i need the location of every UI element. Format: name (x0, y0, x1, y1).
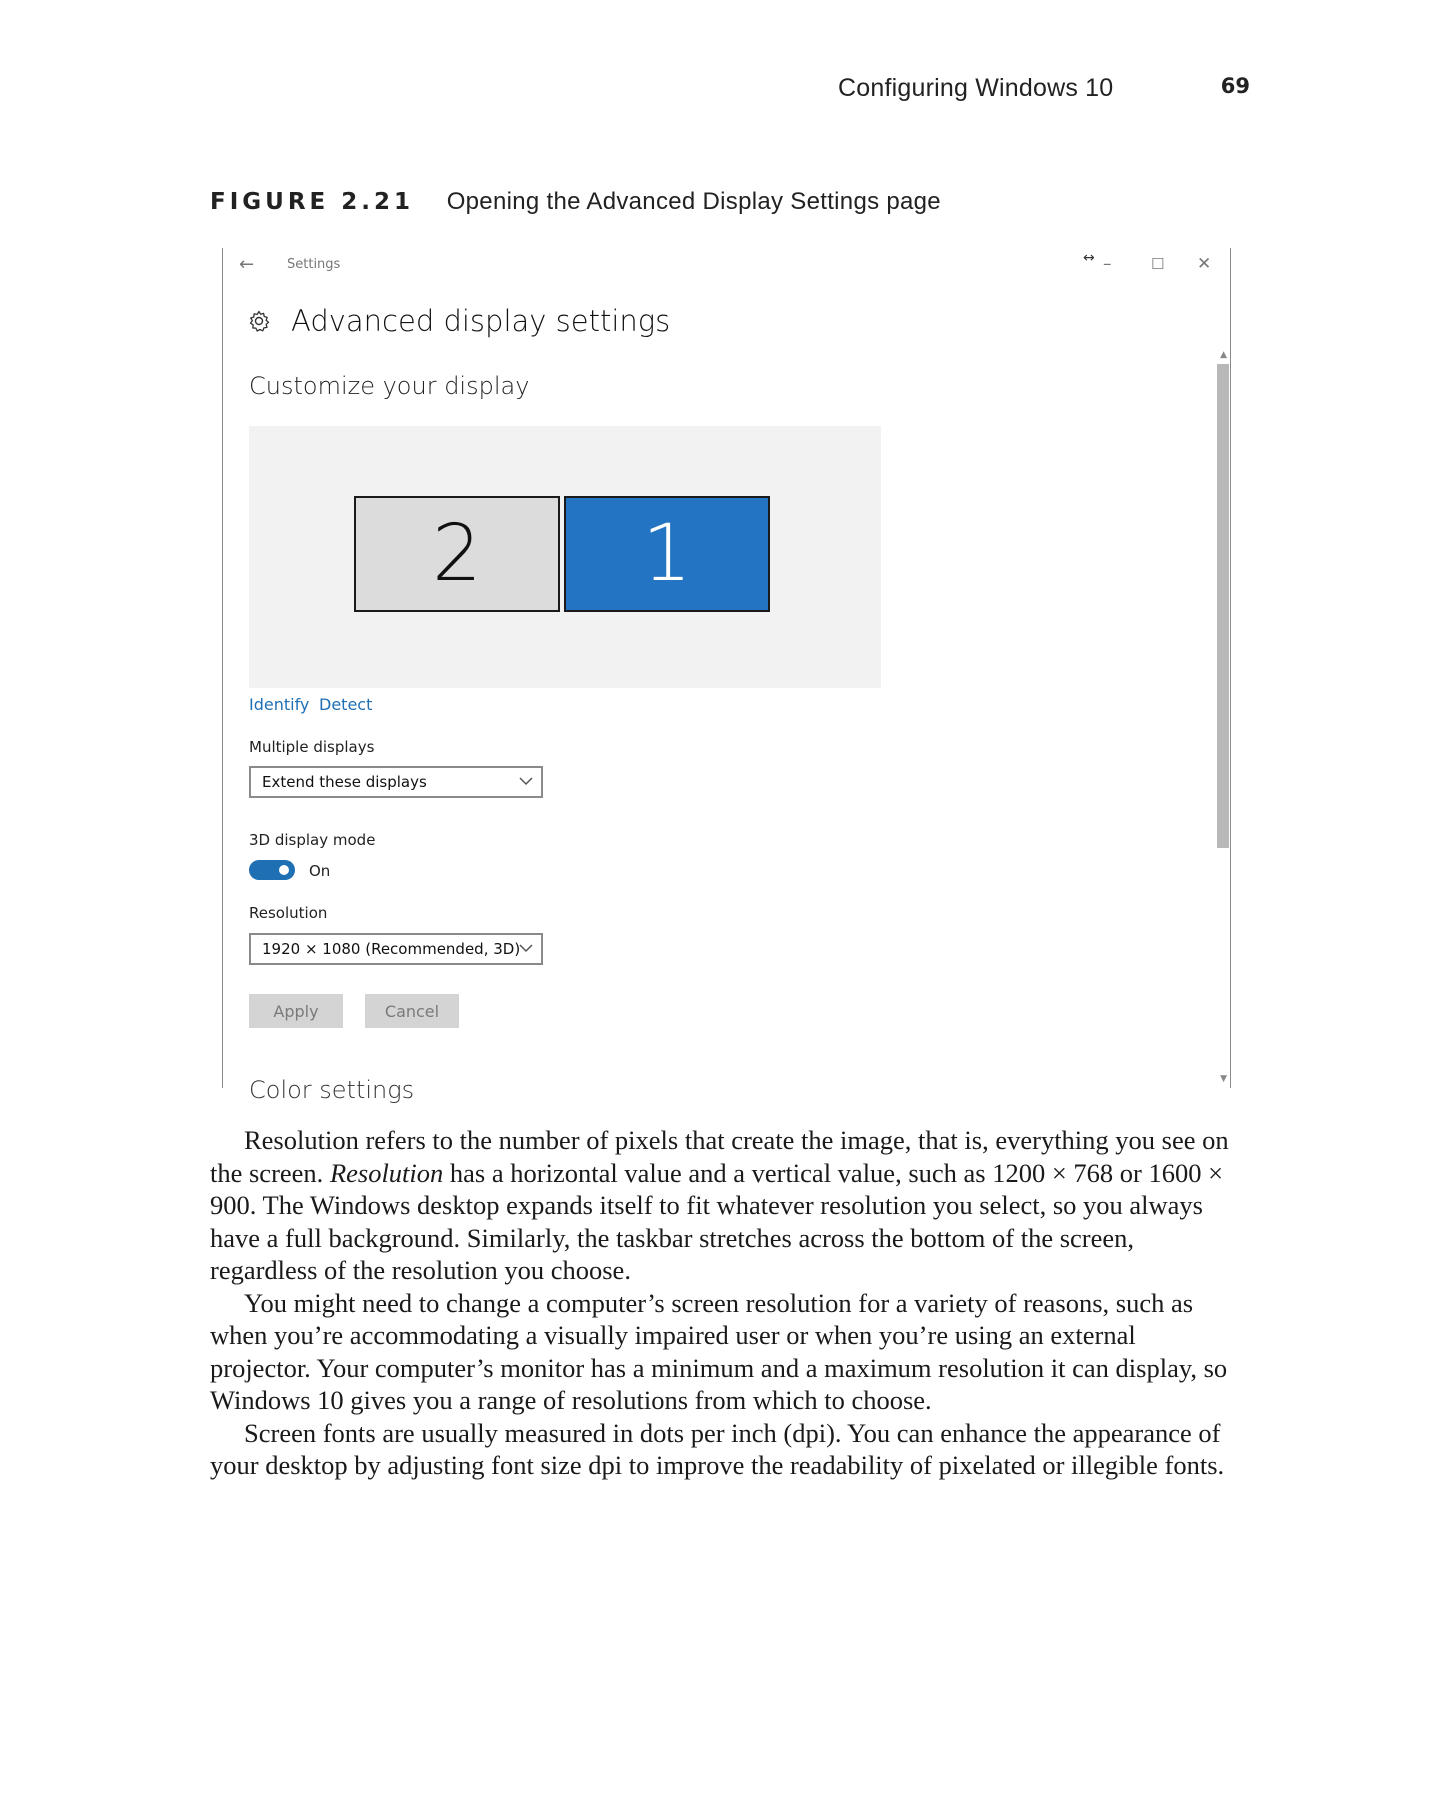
chevron-down-icon (519, 776, 533, 786)
resolution-label: Resolution (249, 904, 328, 922)
maximize-icon[interactable]: ☐ (1151, 255, 1165, 273)
3d-display-mode-state: On (309, 862, 331, 880)
3d-display-mode-label: 3D display mode (249, 831, 376, 849)
window-title: Settings (287, 257, 341, 272)
body-text (210, 1124, 1242, 1482)
paragraph-1 (210, 1124, 1242, 1287)
scroll-down-icon[interactable]: ▼ (1220, 1074, 1227, 1084)
figure-title: Opening the Advanced Display Settings page (446, 188, 941, 215)
multiple-displays-value: Extend these displays (262, 773, 427, 791)
back-arrow-icon[interactable]: ← (239, 254, 255, 275)
minimize-icon[interactable]: – (1103, 254, 1112, 274)
figure-caption (210, 188, 1260, 216)
page-number: 69 (1220, 74, 1250, 98)
title-bar (223, 248, 1230, 284)
monitor-1[interactable]: 1 (564, 496, 770, 612)
running-head: Configuring Windows 10 (838, 74, 1114, 102)
scroll-up-icon[interactable]: ▲ (1220, 350, 1227, 360)
paragraph-1-start: Resolution refers to the number of pixels that create the image, that is, everything you see on the screen. (210, 1125, 1229, 1188)
paragraph-2: You might need to change a computer’s screen resolution for a variety of reasons, such as when you’re accommodating a visually impaired user or when you’re using an external projector. Your computer’s monitor has a minimum and a maximum resolution it can display, so Windows 10 gives you a range of resolutions from which to choose. (210, 1287, 1228, 1415)
chevron-down-icon (519, 943, 533, 953)
resolution-dropdown[interactable] (249, 933, 543, 965)
identify-link[interactable]: Identify (249, 695, 310, 714)
toggle-knob (279, 865, 289, 875)
page-title: Advanced display settings (291, 304, 671, 338)
resize-icon: ↔ (1083, 250, 1095, 266)
cancel-button[interactable]: Cancel (365, 994, 459, 1028)
scrollbar-thumb[interactable] (1217, 364, 1229, 848)
detect-link[interactable]: Detect (319, 695, 373, 714)
figure-label: FIGURE 2.21 (210, 189, 415, 215)
gear-icon (247, 309, 271, 333)
page-heading (247, 304, 670, 338)
monitor-2[interactable]: 2 (354, 496, 560, 612)
paragraph-1-emphasis: Resolution (329, 1157, 444, 1188)
section-title: Customize your display (249, 372, 530, 400)
apply-button[interactable]: Apply (249, 994, 343, 1028)
paragraph-3: Screen fonts are usually measured in dots per inch (dpi). You can enhance the appearance of your desktop by adjusting font size dpi to improve the readability of pixelated or illegible fonts. (210, 1417, 1225, 1480)
multiple-displays-label: Multiple displays (249, 738, 375, 756)
display-arrangement-area[interactable] (249, 426, 881, 688)
settings-screenshot (222, 248, 1231, 1104)
resolution-value: 1920 × 1080 (Recommended, 3D) (262, 940, 521, 958)
close-icon[interactable]: ✕ (1197, 254, 1212, 274)
3d-display-mode-toggle[interactable] (249, 860, 295, 880)
multiple-displays-dropdown[interactable] (249, 766, 543, 798)
paragraph-1-end: has a horizontal value and a vertical value, such as 1200 × 768 or 1600 × 900. The Windows desktop expands itself to fit whatever resolution you select, so you always have a full background. Similarly, the taskbar stretches across the bottom of the screen, regardless of the resolution you choose. (210, 1157, 1224, 1285)
color-settings-heading-partial: Color settings (249, 1076, 415, 1104)
